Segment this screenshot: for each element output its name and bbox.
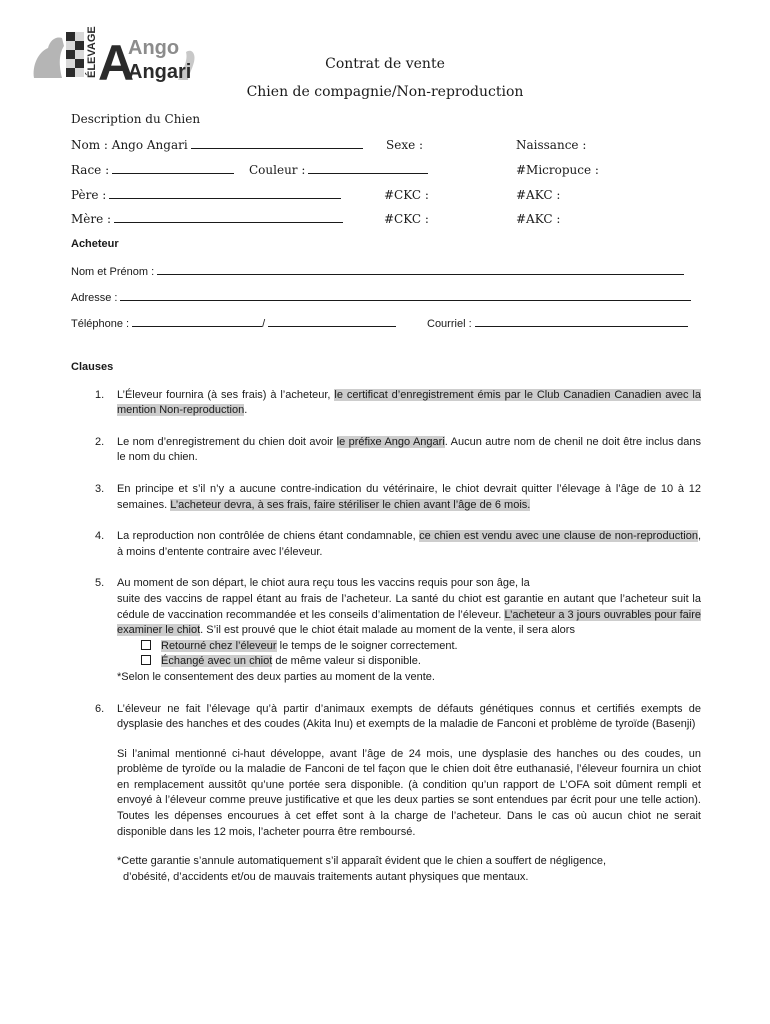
clause-number: 6. bbox=[95, 702, 105, 715]
mere-akc-label: #AKC : bbox=[516, 212, 561, 226]
buyer-phone-blank-2 bbox=[268, 316, 396, 327]
clause-highlight: L’acheteur a 3 jours ouvrables pour faire examiner le chiot bbox=[117, 608, 701, 637]
pere-ckc-label: #CKC : bbox=[384, 188, 429, 202]
clause-text: Le nom d’enregistrement du chien doit avoir bbox=[117, 435, 337, 448]
clause-text: , à moins d’entente contraire avec l’éleveur. bbox=[117, 530, 701, 558]
clause-1 bbox=[71, 388, 701, 419]
contract-title: Contrat de vente bbox=[325, 56, 445, 72]
couleur-label: Couleur : bbox=[249, 163, 306, 177]
option-returned bbox=[117, 639, 701, 655]
naissance-label: Naissance : bbox=[516, 138, 587, 152]
buyer-name-row bbox=[71, 264, 684, 278]
clause-number: 5. bbox=[95, 577, 105, 590]
logo-big-a: A bbox=[98, 35, 135, 86]
buyer-address-label: Adresse : bbox=[71, 292, 118, 304]
clause-2 bbox=[71, 435, 701, 466]
couleur-blank bbox=[308, 163, 428, 174]
buyer-email-row bbox=[427, 316, 688, 330]
clause-text: suite des vaccins de rappel étant au frais de l’acheteur. La santé du chiot est garantie en autant que l’acheteur suit la cédule de vaccination recommandée et les conseils d’alimentation de l’éleveur. bbox=[117, 592, 701, 621]
logo-ango-text: Ango bbox=[128, 37, 180, 59]
clause-text: En principe et s’il n’y a aucune contre-indication du vétérinaire, le chiot devrait quitter l’élevage à l’âge de 10 à 12 semaines. bbox=[117, 482, 701, 511]
clause-highlight: Retourné chez l’éleveur bbox=[161, 639, 277, 652]
clause-text: . Aucun autre nom de chenil ne doit être inclus dans le nom du chien. bbox=[117, 435, 701, 464]
clause-text: . S’il est prouvé que le chiot était malade au moment de la vente, il sera alors bbox=[200, 624, 575, 637]
clause-number: 2. bbox=[95, 435, 105, 448]
buyer-phone-row bbox=[71, 316, 396, 330]
dog-name-blank bbox=[191, 138, 363, 149]
clause-5 bbox=[71, 576, 701, 685]
buyer-name-label: Nom et Prénom : bbox=[71, 266, 155, 278]
contract-subtitle: Chien de compagnie/Non-reproduction bbox=[246, 84, 524, 100]
clause-text: Si l’animal mentionné ci-haut développe, avant l’âge de 24 mois, une dysplasie des hanches ou des coudes, un problème de tyroïde ou la maladie de Fanconi de tel façon que le chien doit être euthanasié, l’éleveur fournira un chiot en remplacement aussitôt qu’une portée sera disponible. (à condition qu’un rapport de L’OFA soit dûment rempli et envoyé à l’éleveur comme preuve justificative et que les deux parties se sont entendues par écrit pour une telle action). Toutes les dépenses encourues à cet effet sont à la charge de l’acheteur. Dans le cas où aucun chiot ne serait disponible dans les 12 mois, l’acheter pourra être remboursé. bbox=[117, 747, 701, 838]
dog-name-row bbox=[71, 138, 363, 152]
clauses-section bbox=[71, 360, 701, 901]
buyer-email-label: Courriel : bbox=[427, 318, 472, 330]
buyer-address-row bbox=[71, 290, 691, 304]
buyer-phone-slash: / bbox=[262, 318, 266, 330]
clause-text: . bbox=[244, 404, 248, 417]
clause-highlight: le certificat d’enregistrement émis par le Club Canadien Canadien avec la mention Non-reproduction bbox=[117, 388, 701, 417]
race-label: Race : bbox=[71, 163, 110, 177]
buyer-email-blank bbox=[475, 316, 688, 327]
mere-blank bbox=[114, 212, 343, 223]
race-row bbox=[71, 163, 234, 177]
clause-highlight: L’acheteur devra, à ses frais, faire stériliser le chien avant l’âge de 6 mois. bbox=[170, 498, 531, 511]
clause-highlight: Échangé avec un chiot bbox=[161, 655, 273, 668]
pere-akc-label: #AKC : bbox=[516, 188, 561, 202]
clause-text: L’Éleveur fournira (à ses frais) à l’acheteur, bbox=[117, 388, 335, 401]
race-blank bbox=[112, 163, 234, 174]
pere-label: Père : bbox=[71, 188, 107, 202]
mere-ckc-label: #CKC : bbox=[384, 212, 429, 226]
breeder-logo bbox=[28, 22, 198, 86]
clause-4 bbox=[71, 529, 701, 560]
mere-row bbox=[71, 212, 343, 226]
clause-note: *Selon le consentement des deux parties au moment de la vente. bbox=[117, 670, 435, 683]
clauses-title: Clauses bbox=[71, 361, 114, 373]
clause-text: le temps de le soigner correctement. bbox=[276, 639, 458, 652]
logo-angari-text: Angari bbox=[128, 61, 192, 83]
pere-blank bbox=[109, 188, 341, 199]
clause-highlight: ce chien est vendu avec une clause de non-reproduction bbox=[419, 530, 698, 543]
pere-row bbox=[71, 188, 341, 202]
clause-number: 3. bbox=[95, 482, 105, 495]
checkbox-icon[interactable] bbox=[141, 655, 151, 665]
clause-text: de même valeur si disponible. bbox=[272, 655, 421, 668]
clause-text: Au moment de son départ, le chiot aura reçu tous les vaccins requis pour son âge, la bbox=[117, 577, 530, 590]
checkbox-icon[interactable] bbox=[141, 640, 151, 650]
clause-text: La reproduction non contrôlée de chiens étant condamnable, bbox=[117, 530, 420, 543]
clause-3 bbox=[71, 482, 701, 513]
clause-number: 1. bbox=[95, 388, 105, 401]
clause-note: *Cette garantie s’annule automatiquement s’il apparaît évident que le chien a souffert de négligence, bbox=[117, 855, 607, 868]
dog-name-label: Nom : Ango Angari bbox=[71, 138, 188, 152]
logo-elevage-text: ÉLEVAGE bbox=[86, 26, 98, 78]
clause-number: 4. bbox=[95, 530, 105, 543]
clause-text: L’éleveur ne fait l’élevage qu’à partir d’animaux exempts de défauts génétiques connus et certifiés exempts de dysplasie des hanches et des coudes (Akita Inu) et exempts de la maladie de Fanconi et problème de tyroïde (Basenji) bbox=[117, 702, 701, 731]
sexe-label: Sexe : bbox=[386, 138, 424, 152]
clause-note: d’obésité, d’accidents et/ou de mauvais traitements autant physiques que mentaux. bbox=[123, 870, 529, 883]
clause-highlight: le préfixe Ango Angari bbox=[336, 435, 445, 448]
buyer-phone-blank-1 bbox=[132, 316, 262, 327]
mere-label: Mère : bbox=[71, 212, 112, 226]
couleur-row bbox=[249, 163, 428, 177]
dog-section-title: Description du Chien bbox=[71, 112, 201, 126]
buyer-name-blank bbox=[157, 264, 684, 275]
buyer-section-title: Acheteur bbox=[71, 238, 119, 250]
buyer-phone-label: Téléphone : bbox=[71, 318, 130, 330]
buyer-address-blank bbox=[120, 290, 691, 301]
option-exchanged bbox=[117, 654, 701, 670]
micropuce-label: #Micropuce : bbox=[516, 163, 599, 177]
clause-6 bbox=[71, 702, 701, 886]
